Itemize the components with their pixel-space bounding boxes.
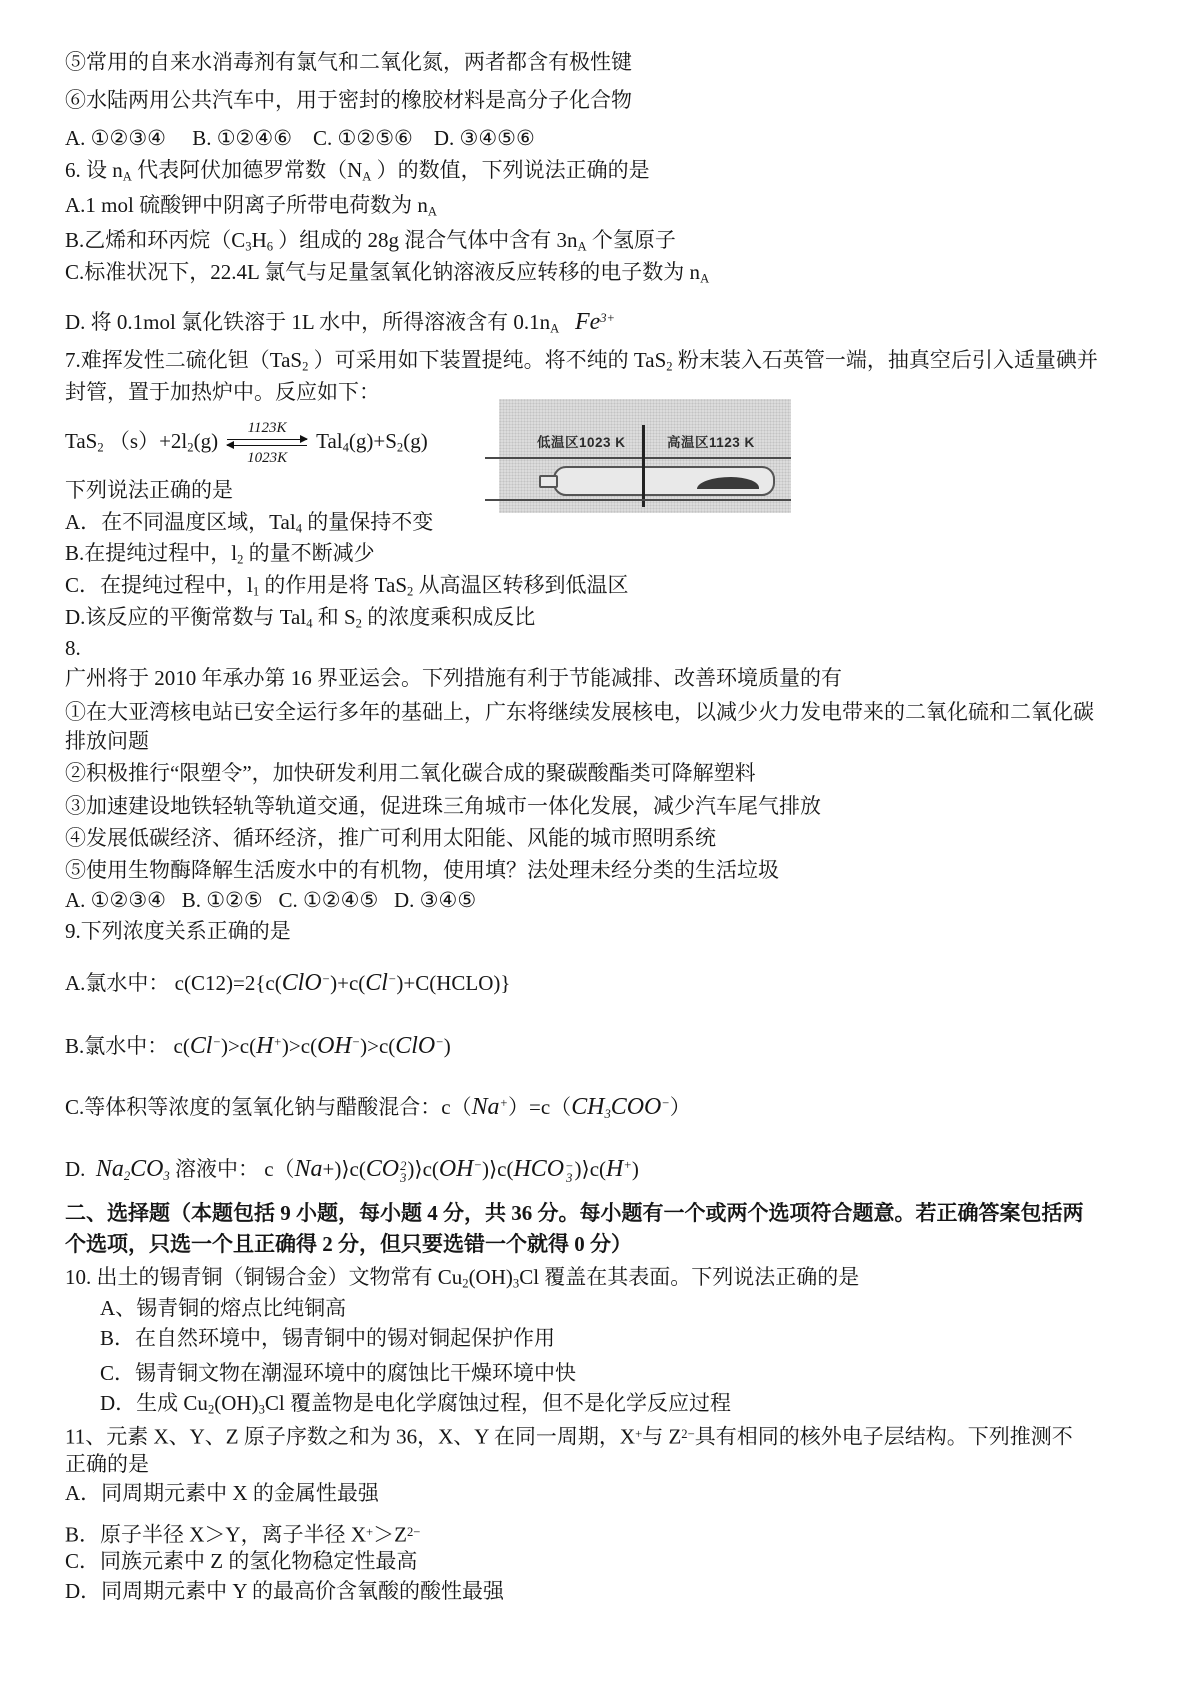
doc-line-26 <box>65 918 291 945</box>
text-segment: ) <box>443 1033 451 1058</box>
text-segment: 粉末装入石英管一端，抽真空后引入适量碘并 <box>672 348 1098 372</box>
doc-line-12 <box>65 477 233 504</box>
text-segment: Cl <box>189 1032 213 1059</box>
text-segment: 2 <box>462 1276 469 1291</box>
text-segment: ClO <box>281 969 322 996</box>
text-segment: D. <box>65 1156 96 1181</box>
text-segment: Na <box>294 1155 323 1182</box>
text-segment: A.氯水中： c(C12)=2{c( <box>65 970 282 995</box>
text-segment: D．生成 Cu <box>100 1391 208 1415</box>
text-segment: 2 <box>237 552 244 567</box>
doc-line-1 <box>65 49 632 76</box>
text-segment: （s）+2l <box>103 428 188 453</box>
text-segment: A <box>362 169 372 184</box>
text-segment: CH <box>571 1093 605 1120</box>
temperature-zone-divider <box>642 425 645 507</box>
text-segment: 2 <box>355 616 362 631</box>
doc-line-43 <box>65 1578 504 1605</box>
sup-sub-stack: 2 3 <box>400 1158 407 1185</box>
text-segment: Cl 覆盖在其表面。下列说法正确的是 <box>519 1265 860 1289</box>
text-segment: 个氢原子 <box>586 228 676 252</box>
text-segment: Na <box>95 1155 124 1182</box>
text-segment: 广州将于 2010 年承办第 16 界亚运会。下列措施有利于节能减排、改善环境质量的有 <box>65 666 842 690</box>
text-segment: (g)+S <box>348 428 397 453</box>
text-segment: C．同族元素中 Z 的氢化物稳定性最高 <box>65 1549 418 1573</box>
text-segment: )⟩c( <box>574 1156 607 1181</box>
text-segment: C.标准状况下，22.4L 氯气与足量氢氧化钠溶液反应转移的电子数为 n <box>65 260 701 284</box>
text-segment: 7.难挥发性二硫化钽（TaS <box>65 348 303 372</box>
purification-apparatus-figure <box>499 399 791 513</box>
text-segment: 3+ <box>600 311 616 325</box>
text-segment: 4 <box>306 616 313 631</box>
text-segment: (g) <box>193 428 219 453</box>
text-segment: 2 <box>396 440 404 455</box>
doc-line-18 <box>65 665 842 692</box>
doc-line-41 <box>65 1519 420 1549</box>
text-segment: A. ①②③④ B. ①②④⑥ C. ①②⑤⑥ D. ③④⑤⑥ <box>65 126 535 150</box>
text-segment: ClO <box>395 1032 436 1059</box>
text-segment: A <box>550 321 560 336</box>
doc-line-42 <box>65 1548 417 1575</box>
text-segment: )⟩c( <box>407 1156 439 1181</box>
text-segment: 2 <box>207 1402 215 1417</box>
text-segment: − <box>473 1158 482 1172</box>
text-segment: ）的数值，下列说法正确的是 <box>371 158 650 182</box>
doc-line-6 <box>65 227 676 261</box>
text-segment: 2 <box>123 1168 131 1183</box>
text-segment: 1 <box>252 584 260 599</box>
text-segment: 2− <box>406 1525 421 1539</box>
doc-line-3 <box>65 125 535 152</box>
text-segment: − <box>661 1096 670 1110</box>
text-segment: Cl <box>365 969 388 996</box>
text-segment: 排放问题 <box>65 729 149 753</box>
text-segment: Cl 覆盖物是电化学腐蚀过程，但不是化学反应过程 <box>264 1391 731 1415</box>
doc-line-28 <box>65 1029 451 1060</box>
text-segment: ⑤常用的自来水消毒剂有氯气和二氧化氮，两者都含有极性键 <box>65 50 632 74</box>
equilibrium-arrow: $\frac{1123K}{1023K}$ <box>227 420 307 466</box>
text-segment: C.等体积等浓度的氢氧化钠与醋酸混合：c（ <box>65 1094 472 1119</box>
text-segment: 具有相同的核外电子层结构。下列推测不 <box>694 1424 1073 1449</box>
doc-line-29 <box>65 1090 691 1128</box>
text-segment: B.乙烯和环丙烷（C <box>65 228 246 252</box>
text-segment: 2 <box>407 584 414 599</box>
text-segment: 2− <box>681 1427 695 1441</box>
doc-line-19 <box>65 699 1094 726</box>
doc-line-2 <box>65 87 632 114</box>
text-segment: 3 <box>245 239 252 254</box>
doc-line-24 <box>65 857 779 884</box>
doc-line-37 <box>100 1390 731 1424</box>
text-segment: CO <box>365 1155 400 1182</box>
text-segment: ） <box>669 1094 691 1119</box>
text-segment: ①在大亚湾核电站已安全运行多年的基础上，广东将继续发展核电，以减少火力发电带来的二氧化硫和二氧化碳 <box>65 700 1094 724</box>
text-segment: )>c( <box>281 1033 318 1058</box>
doc-line-39 <box>65 1451 149 1478</box>
text-segment: 3 <box>163 1168 170 1183</box>
text-segment: D. 将 0.1mol 氯化铁溶于 1L 水中，所得溶液含有 0.1n <box>65 309 551 334</box>
doc-line-4 <box>65 157 650 191</box>
text-segment: Fe <box>575 308 601 335</box>
text-segment: − <box>387 972 397 986</box>
text-segment: A．在不同温度区域，Tal <box>65 510 296 534</box>
text-segment: 封管，置于加热炉中。反应如下： <box>65 380 380 404</box>
text-segment: 4 <box>342 440 349 455</box>
doc-line-34 <box>100 1295 346 1322</box>
doc-line-21 <box>65 760 756 787</box>
text-segment: A. ①②③④ B. ①②⑤ C. ①②④⑤ D. ③④⑤ <box>65 888 477 912</box>
text-segment: )>c( <box>360 1033 396 1058</box>
text-segment: B.在提纯过程中，l <box>65 541 238 565</box>
furnace-bottom-line <box>485 499 791 501</box>
doc-line-17 <box>65 635 81 662</box>
text-segment <box>559 310 575 334</box>
text-segment: (OH) <box>214 1391 259 1415</box>
text-segment: − <box>321 972 331 986</box>
text-segment: 4 <box>295 521 302 536</box>
text-segment: A <box>577 239 587 254</box>
text-segment: 3 <box>512 1276 520 1291</box>
text-segment: TaS <box>65 428 98 453</box>
text-segment: 8. <box>65 636 81 660</box>
text-segment: 6. 设 n <box>65 158 123 182</box>
text-segment: 3 <box>604 1106 611 1121</box>
text-segment: COO <box>610 1093 662 1120</box>
text-segment: 的浓度乘积成反比 <box>361 605 536 629</box>
text-segment: D.该反应的平衡常数与 Tal <box>65 605 307 629</box>
doc-line-9 <box>65 347 1098 381</box>
text-segment: B.氯水中： c( <box>65 1033 190 1058</box>
text-segment: 二、选择题（本题包括 9 小题，每小题 4 分，共 36 分。每小题有一个或两个选项符合题意。若正确答案包括两 <box>65 1201 1084 1225</box>
sup-sub-stack: − 3 <box>565 1158 574 1185</box>
text-segment: + <box>273 1035 282 1049</box>
doc-line-36 <box>100 1360 576 1387</box>
text-segment: CO <box>130 1155 164 1182</box>
text-segment: (g) <box>403 428 428 453</box>
text-segment: ）组成的 28g 混合气体中含有 3n <box>273 228 578 252</box>
text-segment: D．同周期元素中 Y 的最高价含氧酸的酸性最强 <box>65 1579 505 1603</box>
text-segment: )+c( <box>330 970 366 995</box>
text-segment: B．在自然环境中，锡青铜中的锡对铜起保护作用 <box>100 1326 556 1350</box>
text-segment: 2 <box>187 440 194 455</box>
text-segment: 代表阿伏加德罗常数（N <box>131 158 363 182</box>
text-segment: HCO <box>513 1155 565 1182</box>
text-segment: A <box>427 204 437 219</box>
doc-line-32 <box>65 1231 632 1258</box>
text-segment: ）=c（ <box>508 1094 572 1119</box>
doc-line-31 <box>65 1200 1084 1227</box>
text-segment: Na <box>471 1093 500 1120</box>
doc-line-38 <box>65 1421 1073 1451</box>
doc-line-16 <box>65 604 535 638</box>
text-segment: − <box>212 1035 221 1049</box>
text-segment: ⑥水陆两用公共汽车中，用于密封的橡胶材料是高分子化合物 <box>65 88 632 112</box>
text-segment: A <box>122 169 132 184</box>
doc-line-20 <box>65 728 149 755</box>
doc-line-40 <box>65 1480 379 1507</box>
text-segment: (OH) <box>468 1265 513 1289</box>
text-segment: OH <box>438 1155 474 1182</box>
text-segment: 溶液中： c（ <box>169 1156 295 1181</box>
doc-line-33 <box>65 1264 859 1298</box>
doc-line-13 <box>65 509 433 543</box>
doc-line-22 <box>65 793 821 820</box>
text-segment: 从高温区转移到低温区 <box>413 573 629 597</box>
text-segment: 的量不断减少 <box>243 541 375 565</box>
text-segment: C．在提纯过程中，l <box>65 573 253 597</box>
doc-line-11 <box>65 420 428 466</box>
text-segment: 个选项，只选一个且正确得 2 分，但只要选错一个就得 0 分） <box>65 1232 632 1256</box>
text-segment: 3 <box>258 1402 265 1417</box>
text-segment: 正确的是 <box>65 1452 149 1476</box>
text-segment: 2 <box>666 359 673 374</box>
text-segment: ）可采用如下装置提纯。将不纯的 TaS <box>308 348 667 372</box>
text-segment: Tal <box>316 428 343 453</box>
text-segment: 的量保持不变 <box>301 510 434 534</box>
text-segment: − <box>435 1035 444 1049</box>
doc-line-7 <box>65 259 709 293</box>
text-segment: 的作用是将 TaS <box>259 573 408 597</box>
text-segment: )⟩c( <box>481 1156 514 1181</box>
text-segment: − <box>351 1035 361 1049</box>
doc-line-25 <box>65 887 476 914</box>
text-segment: 11、元素 X、Y、Z 原子序数之和为 36，X、Y 在同一周期，X <box>65 1424 636 1449</box>
text-segment: A、锡青铜的熔点比纯铜高 <box>100 1296 347 1320</box>
low-temp-zone-label: 低温区1023 K <box>537 435 626 450</box>
doc-line-23 <box>65 825 716 852</box>
text-segment: 2 <box>97 440 104 455</box>
text-segment: )>c( <box>220 1033 257 1058</box>
text-segment: ) <box>631 1156 639 1181</box>
sealed-tube-nub <box>539 475 558 488</box>
doc-line-30 <box>65 1152 639 1190</box>
text-segment: ②积极推行“限塑令”，加快研发利用二氧化碳合成的聚碳酸酯类可降解塑料 <box>65 761 756 785</box>
doc-line-15 <box>65 572 629 606</box>
doc-line-10 <box>65 379 380 406</box>
text-segment: + <box>366 1525 374 1539</box>
text-segment: 10. 出土的锡青铜（铜锡合金）文物常有 Cu <box>65 1265 463 1289</box>
text-segment: A <box>700 271 710 286</box>
text-segment: A.1 mol 硫酸钾中阴离子所带电荷数为 n <box>65 193 428 217</box>
high-temp-zone-label: 高温区1123 K <box>667 435 755 450</box>
furnace-top-line <box>485 457 791 459</box>
text-segment: +)⟩c( <box>322 1156 366 1181</box>
text-segment: B．原子半径 X＞Y，离子半径 X <box>65 1522 367 1547</box>
text-segment: 2 <box>302 359 309 374</box>
text-segment: OH <box>317 1032 352 1059</box>
doc-line-5 <box>65 192 437 226</box>
text-segment: ＞Z <box>373 1522 407 1547</box>
text-segment: 和 S <box>312 605 356 629</box>
text-segment: 9.下列浓度关系正确的是 <box>65 919 291 943</box>
text-segment: 与 Z <box>642 1424 682 1449</box>
text-segment: ④发展低碳经济、循环经济，推广可利用太阳能、风能的城市照明系统 <box>65 826 716 850</box>
text-segment: ③加速建设地铁轻轨等轨道交通，促进珠三角城市一体化发展，减少汽车尾气排放 <box>65 794 821 818</box>
text-segment: + <box>499 1096 509 1110</box>
text-segment: + <box>623 1158 632 1172</box>
doc-line-27 <box>65 966 510 997</box>
text-segment: A．同周期元素中 X 的金属性最强 <box>65 1481 379 1505</box>
doc-line-35 <box>100 1325 555 1352</box>
text-segment: 下列说法正确的是 <box>65 478 233 502</box>
text-segment: H <box>256 1032 274 1059</box>
text-segment: C．锡青铜文物在潮湿环境中的腐蚀比干燥环境中快 <box>100 1361 577 1385</box>
text-segment: ⑤使用生物酶降解生活废水中的有机物，使用填？法处理未经分类的生活垃圾 <box>65 858 779 882</box>
doc-line-8 <box>65 305 615 342</box>
text-segment: 6 <box>266 239 274 254</box>
text-segment: H <box>606 1155 624 1182</box>
text-segment: + <box>635 1427 643 1441</box>
text-segment: )+C(HCLO)} <box>396 970 511 995</box>
doc-line-14 <box>65 540 375 574</box>
text-segment: H <box>251 228 267 252</box>
